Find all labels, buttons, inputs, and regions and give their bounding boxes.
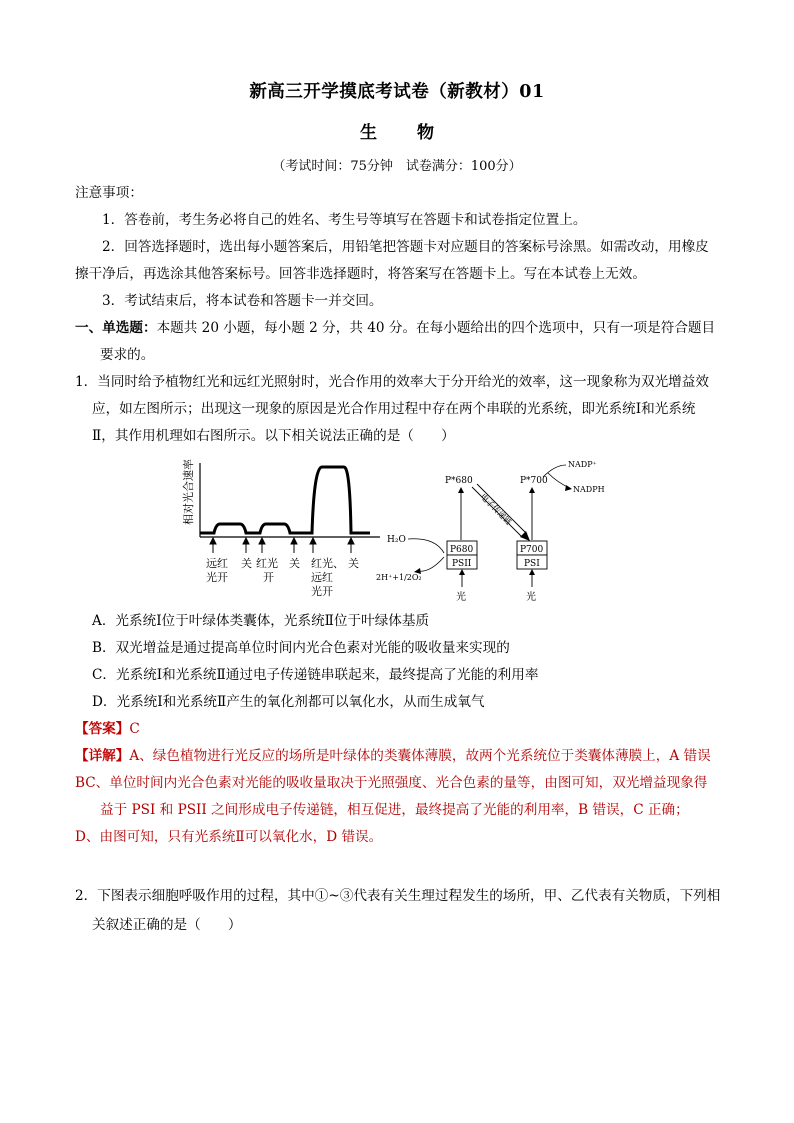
p680-label: P680 (450, 545, 474, 555)
q1-option-a: A．光系统Ⅰ位于叶绿体类囊体，光系统Ⅱ位于叶绿体基质 (92, 613, 430, 629)
psii-label: PSII (452, 559, 472, 569)
section-desc-cont: 要求的。 (100, 347, 155, 363)
section-header (75, 318, 715, 338)
q1-answer (75, 719, 140, 739)
note-item: 2．回答选择题时，选出每小题答案后，用铅笔把答题卡对应题目的答案标号涂黑。如需改动，用橡皮 (102, 239, 709, 255)
detail-tag: 【详解】 (75, 748, 130, 764)
x-label: 光开 (206, 571, 228, 584)
x-label: 远红 (311, 571, 333, 584)
x-label: 红光、 (311, 557, 344, 570)
p700-label: P700 (520, 545, 544, 555)
exam-info: （考试时间：75分钟 试卷满分：100分） (272, 159, 522, 174)
nadph-label: NADPH (573, 485, 605, 494)
nadp-label: NADP⁺ (568, 460, 597, 469)
answer-value: C (129, 721, 140, 737)
notes-heading: 注意事项： (75, 185, 143, 201)
light-label: 光 (526, 592, 536, 603)
x-label: 关 (241, 557, 252, 570)
water-label: H₂O (387, 535, 406, 545)
q1-detail-line: 【详解】A、绿色植物进行光反应的场所是叶绿体的类囊体薄膜，故两个光系统位于类囊体薄膜上，A 错误 (75, 748, 711, 764)
light-label: 光 (456, 592, 466, 603)
q1-detail-line: 益于 PSI 和 PSII 之间形成电子传递链，相互促进，最终提高了光能的利用率，B 错误，C 正确； (100, 802, 689, 818)
photosynthesis-rate-graph (181, 459, 380, 598)
p680-excited: P*680 (445, 476, 473, 486)
x-label: 光开 (311, 585, 333, 598)
rate-curve (200, 467, 370, 533)
q1-detail-line: BC、单位时间内光合色素对光能的吸收量取决于光照强度、光合色素的量等，由图可知，双光增益现象得 (75, 775, 708, 791)
y-axis-label: 相对光合速率 (182, 459, 195, 525)
q1-option-c: C．光系统Ⅰ和光系统Ⅱ通过电子传递链串联起来，最终提高了光能的利用率 (92, 667, 539, 683)
x-label: 关 (289, 557, 300, 570)
p700-excited: P*700 (520, 476, 548, 486)
q1-option-d: D．光系统Ⅰ和光系统Ⅱ产生的氧化剂都可以氧化水，从而生成氧气 (92, 694, 485, 710)
section-label: 一、单选题： (75, 320, 157, 336)
subject-title: 生物 (360, 123, 474, 143)
note-item: 擦干净后，再选涂其他答案标号。回答非选择题时，将答案写在答题卡上。写在本试卷上无效。 (75, 266, 646, 282)
q2-stem-line: 2．下图表示细胞呼吸作用的过程，其中①~③代表有关生理过程发生的场所，甲、乙代表有关物质，下列相 (75, 888, 721, 904)
event-arrows (210, 538, 354, 553)
note-item: 3．考试结束后，将本试卷和答题卡一并交回。 (102, 293, 383, 309)
note-item: 1．答卷前，考生务必将自己的姓名、考生号等填写在答题卡和试卷指定位置上。 (102, 212, 587, 228)
x-label: 红光 (256, 557, 278, 570)
x-label: 开 (263, 571, 274, 584)
q1-stem-line: 1．当同时给予植物红光和远红光照射时，光合作用的效率大于分开给光的效率，这一现象称为双光增益效 (75, 374, 709, 390)
answer-tag: 【答案】 (75, 721, 130, 737)
water-products: 2H⁺+1/2O₂ (376, 573, 422, 582)
q1-option-b: B．双光增益是通过提高单位时间内光合色素对光能的吸收量来实现的 (92, 640, 510, 656)
q2-stem-line: 关叙述正确的是（ ） (92, 917, 242, 933)
exam-title: 新高三开学摸底考试卷（新教材）01 (249, 82, 545, 102)
q1-stem-line: 应，如左图所示；出现这一现象的原因是光合作用过程中存在两个串联的光系统，即光系统Ⅰ和光系统 (92, 401, 696, 417)
section-desc: 本题共 20 小题，每小题 2 分，共 40 分。在每小题给出的四个选项中，只有一项是符合题目 (156, 320, 716, 336)
q1-stem-line: Ⅱ，其作用机理如右图所示。以下相关说法正确的是（ ） (92, 428, 455, 444)
psi-label: PSI (524, 559, 540, 569)
electron-chain-label: 电子传递链 (478, 492, 514, 527)
q1-figure (180, 455, 620, 605)
q1-detail-line: D、由图可知，只有光系统Ⅱ可以氧化水，D 错误。 (75, 829, 383, 845)
x-label: 关 (348, 557, 359, 570)
x-label: 远红 (206, 557, 228, 570)
photosystem-diagram (376, 460, 605, 603)
